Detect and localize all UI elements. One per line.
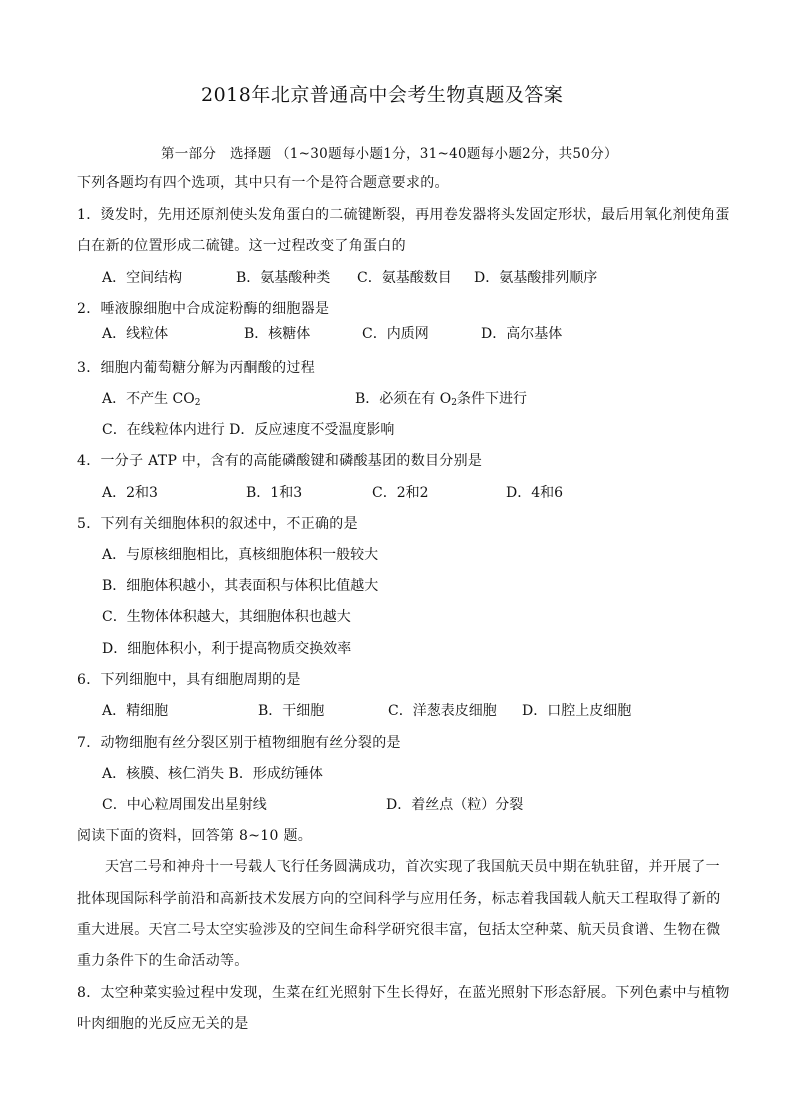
q2-stem: 2．唾液腺细胞中合成淀粉酶的细胞器是 [77, 301, 330, 317]
q1-option-d: D．氨基酸排列顺序 [474, 270, 598, 286]
q4-option-d: D．4和6 [506, 485, 564, 501]
q2-option-b: B．核糖体 [244, 326, 311, 342]
q6-option-a: A．精细胞 [102, 703, 169, 719]
q7-option-ab: A．核膜、核仁消失 B．形成纺锤体 [102, 766, 323, 782]
q8-stem-line1: 8．太空种菜实验过程中发现，生菜在红光照射下生长得好，在蓝光照射下形态舒展。下列色素中与植物 [77, 985, 730, 1001]
q1-stem-line2: 白在新的位置形成二硫键。这一过程改变了角蛋白的 [77, 238, 406, 254]
reading-intro: 阅读下面的资料，回答第 8~10 题。 [77, 828, 313, 844]
q3-option-a: A．不产生 $CO_2$ [102, 391, 201, 408]
q5-option-a: A．与原核细胞相比，真核细胞体积一般较大 [102, 547, 379, 563]
q3-option-cd: C．在线粒体内进行 D．反应速度不受温度影响 [102, 422, 395, 438]
q4-option-a: A．2和3 [102, 485, 158, 501]
q5-option-b: B．细胞体积越小，其表面积与体积比值越大 [102, 578, 379, 594]
q6-option-d: D．口腔上皮细胞 [522, 703, 632, 719]
q2-option-d: D．高尔基体 [481, 326, 563, 342]
q1-option-b: B．氨基酸种类 [236, 270, 331, 286]
passage-line: 天宫二号和神舟十一号载人飞行任务圆满成功，首次实现了我国航天员中期在轨驻留，并开展了一 [105, 859, 720, 875]
q6-option-c: C．洋葱表皮细胞 [388, 703, 497, 719]
page-title: 2018年北京普通高中会考生物真题及答案 [201, 84, 564, 106]
q7-option-d: D．着丝点（粒）分裂 [386, 797, 524, 813]
q3-stem: 3．细胞内葡萄糖分解为丙酮酸的过程 [77, 360, 316, 376]
q2-option-a: A．线粒体 [102, 326, 169, 342]
q4-stem: 4．一分子 ATP 中，含有的高能磷酸键和磷酸基团的数目分别是 [77, 453, 483, 469]
instruction-text: 下列各题均有四个选项，其中只有一个是符合题意要求的。 [77, 175, 449, 191]
passage-line: 批体现国际科学前沿和高新技术发展方向的空间科学与应用任务，标志着我国载人航天工程取得了新的 [77, 891, 721, 907]
q7-stem: 7．动物细胞有丝分裂区别于植物细胞有丝分裂的是 [77, 735, 401, 751]
q1-option-c: C．氨基酸数目 [357, 270, 452, 286]
passage-line: 重力条件下的生命活动等。 [77, 953, 249, 969]
q5-option-c: C．生物体体积越大，其细胞体积也越大 [102, 609, 351, 625]
q5-option-d: D．细胞体积小，利于提高物质交换效率 [102, 641, 352, 657]
q2-option-c: C．内质网 [362, 326, 429, 342]
q4-option-c: C．2和2 [372, 485, 429, 501]
q6-stem: 6．下列细胞中，具有细胞周期的是 [77, 672, 301, 688]
q3-option-b: B．必须在有 $O_2$条件下进行 [355, 391, 527, 408]
q6-option-b: B．干细胞 [258, 703, 325, 719]
q4-option-b: B．1和3 [246, 485, 303, 501]
q1-option-a: A．空间结构 [102, 270, 183, 286]
q8-stem-line2: 叶肉细胞的光反应无关的是 [77, 1016, 249, 1032]
section-header: 第一部分 选择题 （1~30题每小题1分，31~40题每小题2分，共50分） [161, 146, 618, 162]
passage-line: 重大进展。天宫二号太空实验涉及的空间生命科学研究很丰富，包括太空种菜、航天员食谱、生物在微 [77, 922, 721, 938]
q7-option-c: C．中心粒周围发出星射线 [102, 797, 267, 813]
q5-stem: 5．下列有关细胞体积的叙述中，不正确的是 [77, 516, 358, 532]
q1-stem-line1: 1．烫发时，先用还原剂使头发角蛋白的二硫键断裂，再用卷发器将头发固定形状，最后用氧化剂使角蛋 [77, 207, 730, 223]
